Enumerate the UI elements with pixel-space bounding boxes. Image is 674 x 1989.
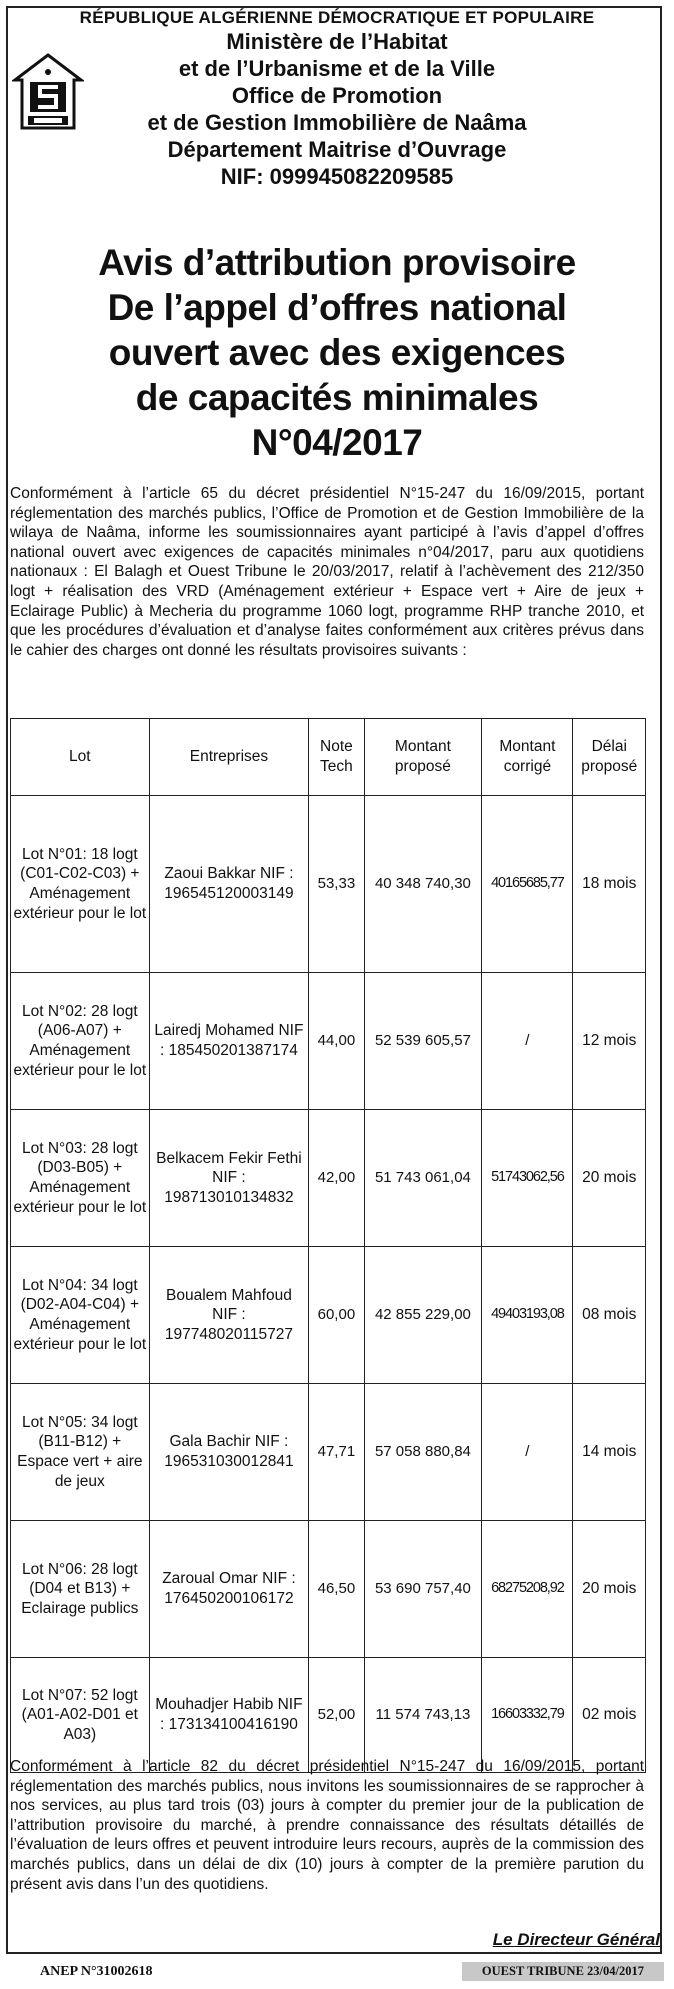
ministry-line-1: Ministère de l’Habitat	[226, 29, 448, 54]
table-row	[11, 1521, 646, 1658]
header-montant-propose: Montant proposé	[364, 719, 482, 796]
cell-entreprise: Mouhadjer Habib NIF : 173134100416190	[149, 1658, 309, 1773]
outro-paragraph: Conformément à l’article 82 du décret présidentiel N°15-247 du 16/09/2015, portant réglementation des marchés publics, nous invitons les soumissionnaires de se rapprocher à nos services, au plus tard trois (03) jours à compter du premier jour de la publication de l’attribution provisoire du marché, à prendre connaissance des résultats détaillés de l’évaluation de leurs offres et peuvent introduire leurs recours, auprès de la commission des marchés publics, dans un délai de dix (10) jours à compter de la première parution du présent avis dans l’un des quotidiens.	[10, 1758, 644, 1893]
intro-paragraph: Conformément à l’article 65 du décret présidentiel N°15-247 du 16/09/2015, portant réglementation des marchés publics, l’Office de Promotion et de Gestion Immobilière de la wilaya de Naâma, informe les soumissionnaires ayant participé à l’avis d’appel d’offres national ouvert avec exigences de capacités minimales n°04/2017, paru aux quotidiens nationaux : El Balagh et Ouest Tribune le 20/03/2017, relatif à l’achèvement des 212/350 logt + réalisation des VRD (Aménagement extérieur + Espace vert + Aire de jeux + Eclairage Public) à Mecheria du programme 1060 logt, programme RHP tranche 2010, et que les procédures d’évaluation et d’analyse faites conformément aux critères prévus dans le cahier des charges ont donné les résultats provisoires suivants :	[10, 485, 644, 659]
title-line-5: N°04/2017	[251, 422, 423, 463]
cell-montant-corrige: 40165685,77	[482, 796, 573, 973]
header-montant-corrige: Montant corrigé	[482, 719, 573, 796]
cell-montant-corrige: 49403193,08	[482, 1247, 573, 1384]
cell-lot: Lot N°01: 18 logt (C01-C02-C03) + Aménagement extérieur pour le lot	[11, 796, 150, 973]
title-line-3: ouvert avec des exigences	[108, 332, 566, 373]
table-row	[11, 973, 646, 1110]
cell-delai: 18 mois	[573, 796, 646, 973]
cell-montant-propose: 40 348 740,30	[364, 796, 482, 973]
cell-entreprise: Belkacem Fekir Fethi NIF : 198713010134832	[149, 1110, 309, 1247]
cell-delai: 02 mois	[573, 1658, 646, 1773]
cell-note: 53,33	[309, 796, 364, 973]
cell-entreprise: Zaroual Omar NIF : 176450200106172	[149, 1521, 309, 1658]
header-note-tech: Note Tech	[309, 719, 364, 796]
cell-delai: 14 mois	[573, 1384, 646, 1521]
ministry-line-3: Office de Promotion	[231, 83, 443, 108]
cell-lot: Lot N°04: 34 logt (D02-A04-C04) + Aménagement extérieur pour le lot	[11, 1247, 150, 1384]
nif-line: NIF: 099945082209585	[220, 164, 454, 189]
ministry-line-5: Département Maitrise d’Ouvrage	[167, 137, 507, 162]
ministry-line-2: et de l’Urbanisme et de la Ville	[178, 56, 496, 81]
cell-lot: Lot N°07: 52 logt (A01-A02-D01 et A03)	[11, 1658, 150, 1773]
header-entreprises: Entreprises	[149, 719, 309, 796]
cell-montant-propose: 57 058 880,84	[364, 1384, 482, 1521]
cell-montant-corrige: /	[482, 973, 573, 1110]
notice-title	[0, 240, 674, 465]
header-delai: Délai proposé	[573, 719, 646, 796]
cell-montant-corrige: 68275208,92	[482, 1521, 573, 1658]
cell-note: 47,71	[309, 1384, 364, 1521]
header-lot: Lot	[11, 719, 150, 796]
table-row	[11, 1247, 646, 1384]
cell-lot: Lot N°03: 28 logt (D03-B05) + Aménagement extérieur pour le lot	[11, 1110, 150, 1247]
cell-delai: 12 mois	[573, 973, 646, 1110]
cell-delai: 20 mois	[573, 1521, 646, 1658]
results-table	[10, 718, 646, 1773]
table-row	[11, 1658, 646, 1773]
cell-note: 44,00	[309, 973, 364, 1110]
cell-entreprise: Gala Bachir NIF : 196531030012841	[149, 1384, 309, 1521]
cell-entreprise: Lairedj Mohamed NIF : 185450201387174	[149, 973, 309, 1110]
title-line-1: Avis d’attribution provisoire	[98, 242, 576, 283]
cell-montant-propose: 52 539 605,57	[364, 973, 482, 1110]
cell-montant-propose: 51 743 061,04	[364, 1110, 482, 1247]
cell-note: 52,00	[309, 1658, 364, 1773]
cell-note: 42,00	[309, 1110, 364, 1247]
cell-montant-propose: 42 855 229,00	[364, 1247, 482, 1384]
cell-note: 46,50	[309, 1521, 364, 1658]
cell-note: 60,00	[309, 1247, 364, 1384]
republic-title: RÉPUBLIQUE ALGÉRIENNE DÉMOCRATIQUE ET POPULAIRE	[79, 8, 595, 27]
cell-lot: Lot N°06: 28 logt (D04 et B13) + Eclairage publics	[11, 1521, 150, 1658]
cell-entreprise: Zaoui Bakkar NIF : 196545120003149	[149, 796, 309, 973]
table-row	[11, 796, 646, 973]
cell-montant-propose: 11 574 743,13	[364, 1658, 482, 1773]
cell-montant-corrige: 51743062,56	[482, 1110, 573, 1247]
title-line-4: de capacités minimales	[135, 377, 539, 418]
cell-montant-corrige: 16603332,79	[482, 1658, 573, 1773]
opgi-house-logo-icon	[12, 52, 84, 132]
table-row	[11, 1110, 646, 1247]
cell-lot: Lot N°02: 28 logt (A06-A07) + Aménagement extérieur pour le lot	[11, 973, 150, 1110]
title-line-2: De l’appel d’offres national	[107, 287, 567, 328]
cell-delai: 20 mois	[573, 1110, 646, 1247]
table-header-row	[11, 719, 646, 796]
ministry-line-4: et de Gestion Immobilière de Naâma	[147, 110, 527, 135]
header	[0, 8, 674, 190]
cell-lot: Lot N°05: 34 logt (B11-B12) + Espace vert + aire de jeux	[11, 1384, 150, 1521]
anep-reference: ANEP N°31002618	[40, 1964, 153, 1979]
table-row	[11, 1384, 646, 1521]
signature: Le Directeur Général	[492, 1930, 660, 1949]
journal-stamp: OUEST TRIBUNE 23/04/2017	[462, 1962, 664, 1981]
footer	[0, 1958, 674, 1986]
cell-montant-propose: 53 690 757,40	[364, 1521, 482, 1658]
cell-montant-corrige: /	[482, 1384, 573, 1521]
cell-delai: 08 mois	[573, 1247, 646, 1384]
cell-entreprise: Boualem Mahfoud NIF : 197748020115727	[149, 1247, 309, 1384]
